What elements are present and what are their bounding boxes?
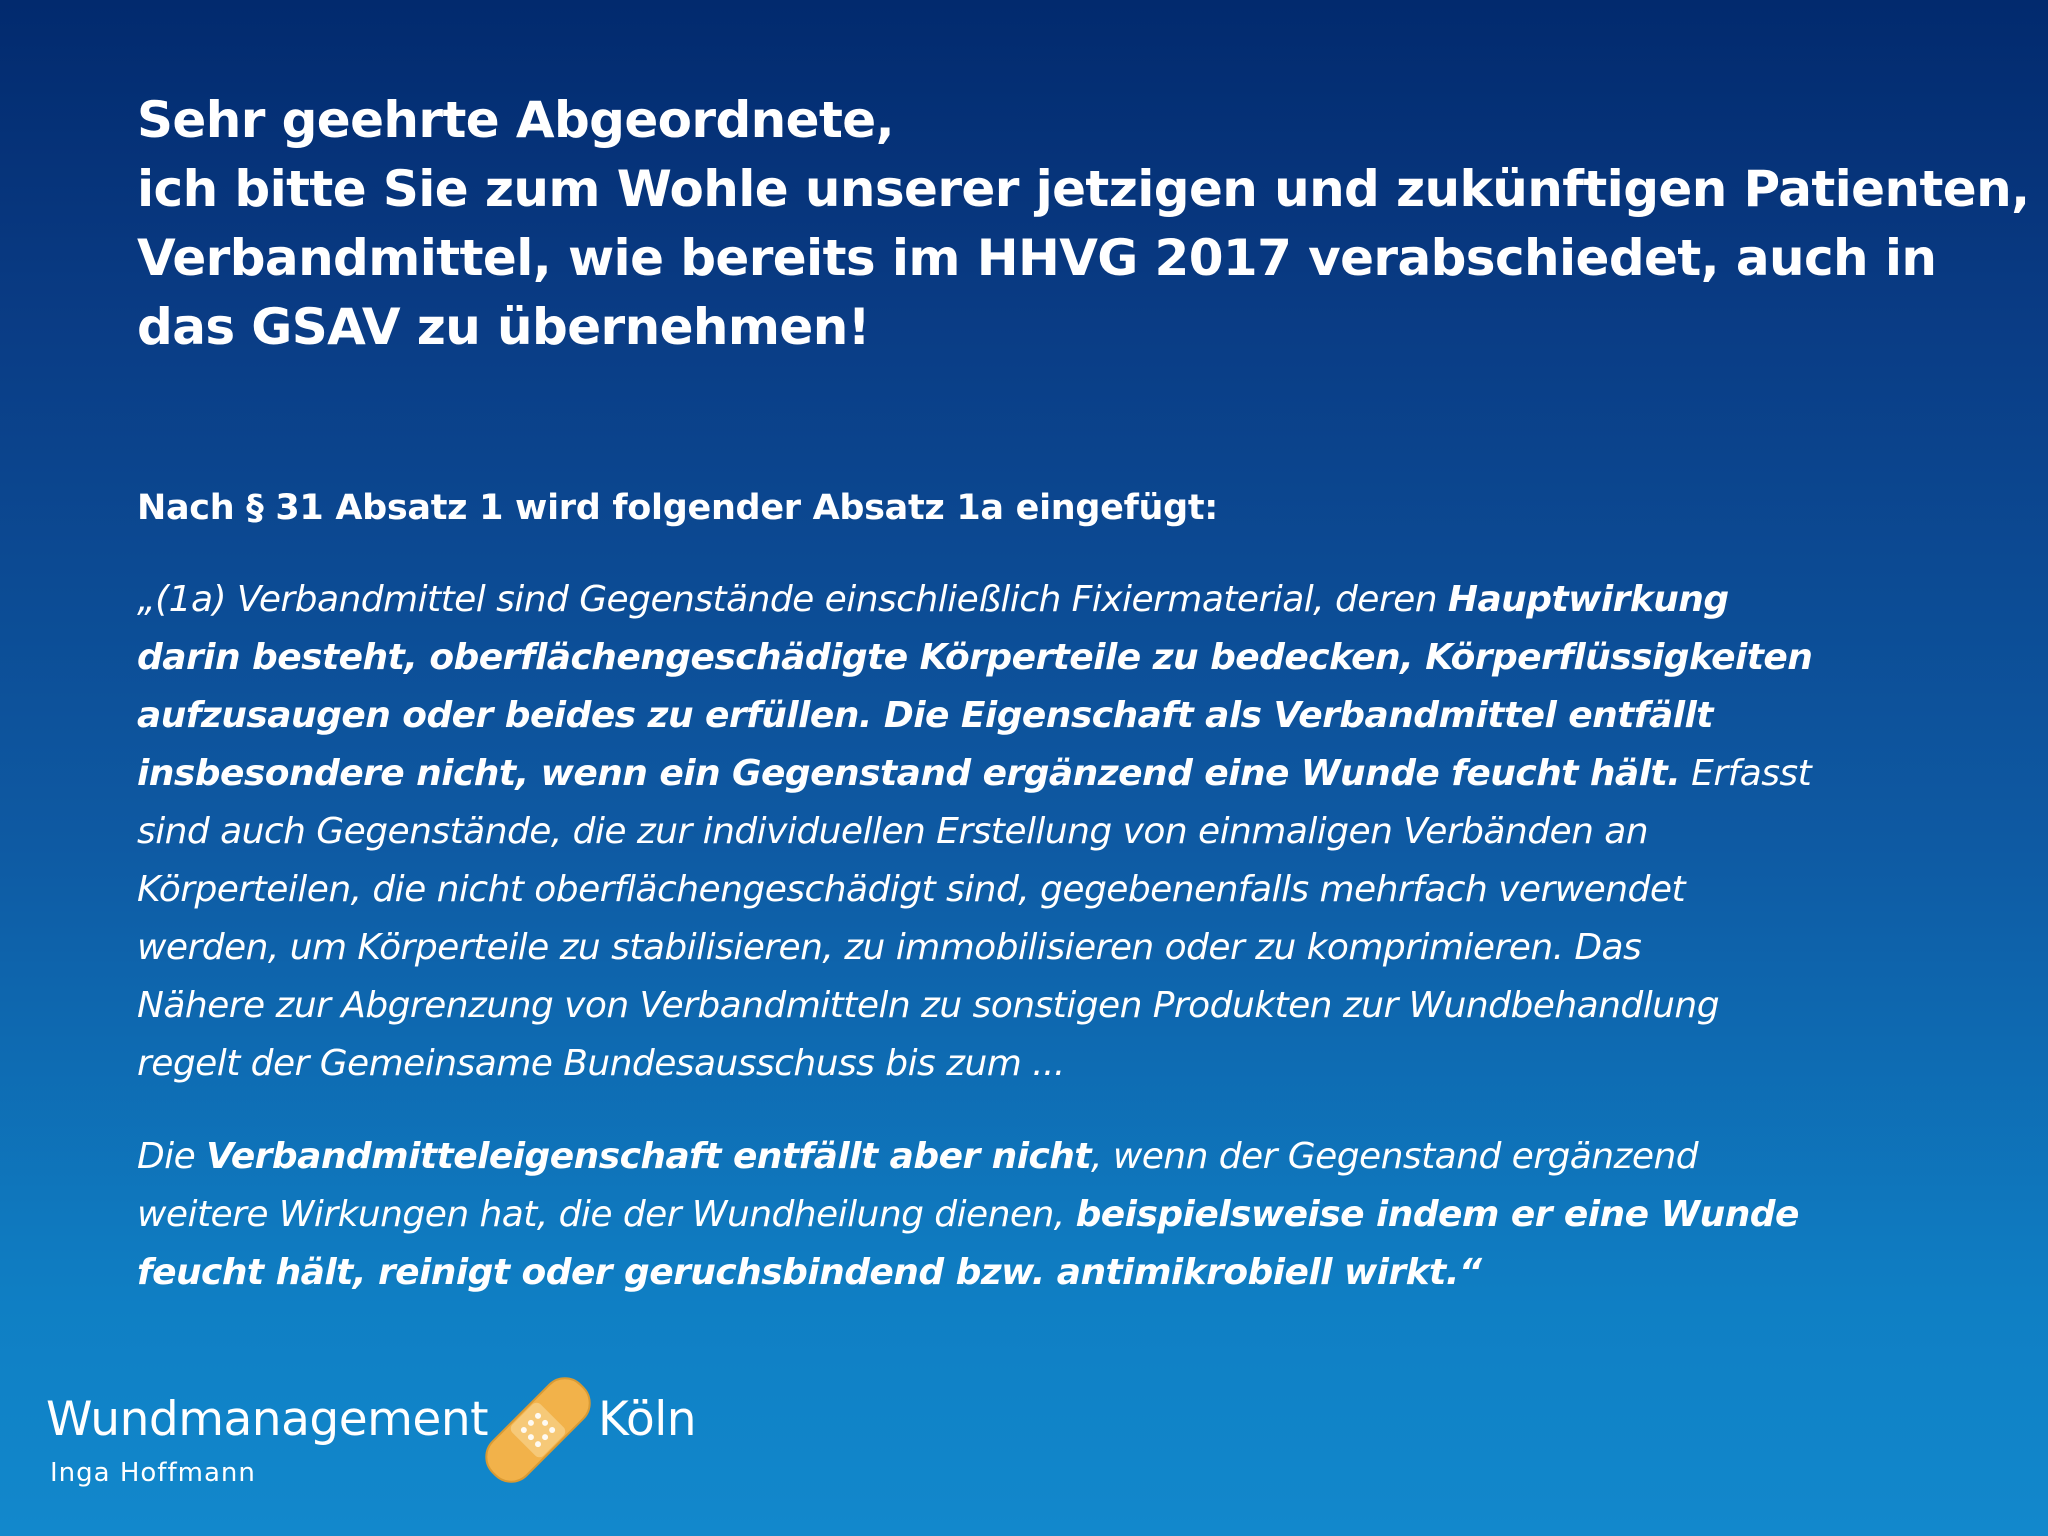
paragraph1-line-3-bold: aufzusaugen oder beides zu erfüllen. Die Eigenschaft als Verbandmittel entfällt (137, 695, 1713, 736)
paragraph2-line-2 (137, 1186, 1937, 1244)
paragraph1-line-2-bold: darin besteht, oberflächengeschädigte Körperteile zu bedecken, Körperflüssigkeiten (137, 637, 1813, 678)
heading-line-2: ich bitte Sie zum Wohle unserer jetzigen und zukünftigen Patienten, (137, 160, 2030, 218)
paragraph2-line-1-text-a: Die (137, 1136, 207, 1177)
paragraph1-line-1-bold: Hauptwirkung (1447, 579, 1729, 620)
paragraph2-line-3 (137, 1244, 1937, 1302)
paragraph1-line-9: regelt der Gemeinsame Bundesausschuss bis zum ... (137, 1043, 1065, 1084)
paragraph2-line-1 (137, 1128, 1937, 1186)
paragraph1-line-3 (137, 687, 1937, 745)
paragraph2-line-2-bold: beispielsweise indem er eine Wunde (1075, 1194, 1799, 1235)
paragraph1-line-1-text: „(1a) Verbandmittel sind Gegenstände einschließlich Fixiermaterial, deren (137, 579, 1448, 620)
heading-line-3: Verbandmittel, wie bereits im HHVG 2017 verabschiedet, auch in (137, 229, 1937, 287)
paragraph1-line-7: werden, um Körperteile zu stabilisieren, zu immobilisieren oder zu komprimieren. Das (137, 927, 1642, 968)
appeal-heading (137, 86, 2030, 362)
heading-line-4: das GSAV zu übernehmen! (137, 298, 870, 356)
section-subheading: Nach § 31 Absatz 1 wird folgender Absatz 1a eingefügt: (137, 488, 1219, 528)
paragraph2-line-2-text: weitere Wirkungen hat, die der Wundheilung dienen, (137, 1194, 1076, 1235)
logo-subtitle: Inga Hoffmann (50, 1458, 256, 1488)
legal-text-paragraph-2 (137, 1128, 1937, 1302)
paragraph1-line-4-text: Erfasst (1680, 753, 1812, 794)
paragraph1-line-4-bold: insbesondere nicht, wenn ein Gegenstand ergänzend eine Wunde feucht hält. (137, 753, 1681, 794)
paragraph1-line-8: Nähere zur Abgrenzung von Verbandmitteln zu sonstigen Produkten zur Wundbehandlung (137, 985, 1720, 1026)
paragraph2-line-1-bold: Verbandmitteleigenschaft entfällt aber nicht (206, 1136, 1092, 1177)
paragraph1-line-4 (137, 745, 1937, 803)
heading-line-1: Sehr geehrte Abgeordnete, (137, 91, 894, 149)
paragraph1-line-2 (137, 629, 1937, 687)
logo-word-wundmanagement: Wundmanagement (46, 1392, 489, 1447)
plaster-icon (468, 1360, 608, 1500)
paragraph1-line-5: sind auch Gegenstände, die zur individuellen Erstellung von einmaligen Verbänden an (137, 811, 1649, 852)
paragraph2-line-1-text-b: , wenn der Gegenstand ergänzend (1091, 1136, 1699, 1177)
logo-word-koeln: Köln (598, 1392, 697, 1447)
paragraph1-line-1 (137, 571, 1937, 629)
paragraph1-line-6: Körperteilen, die nicht oberflächengeschädigt sind, gegebenenfalls mehrfach verwendet (137, 869, 1686, 910)
paragraph2-line-3-bold: feucht hält, reinigt oder geruchsbindend bzw. antimikrobiell wirkt.“ (137, 1252, 1482, 1293)
legal-text-paragraph-1 (137, 571, 1937, 1093)
company-logo (46, 1360, 706, 1500)
